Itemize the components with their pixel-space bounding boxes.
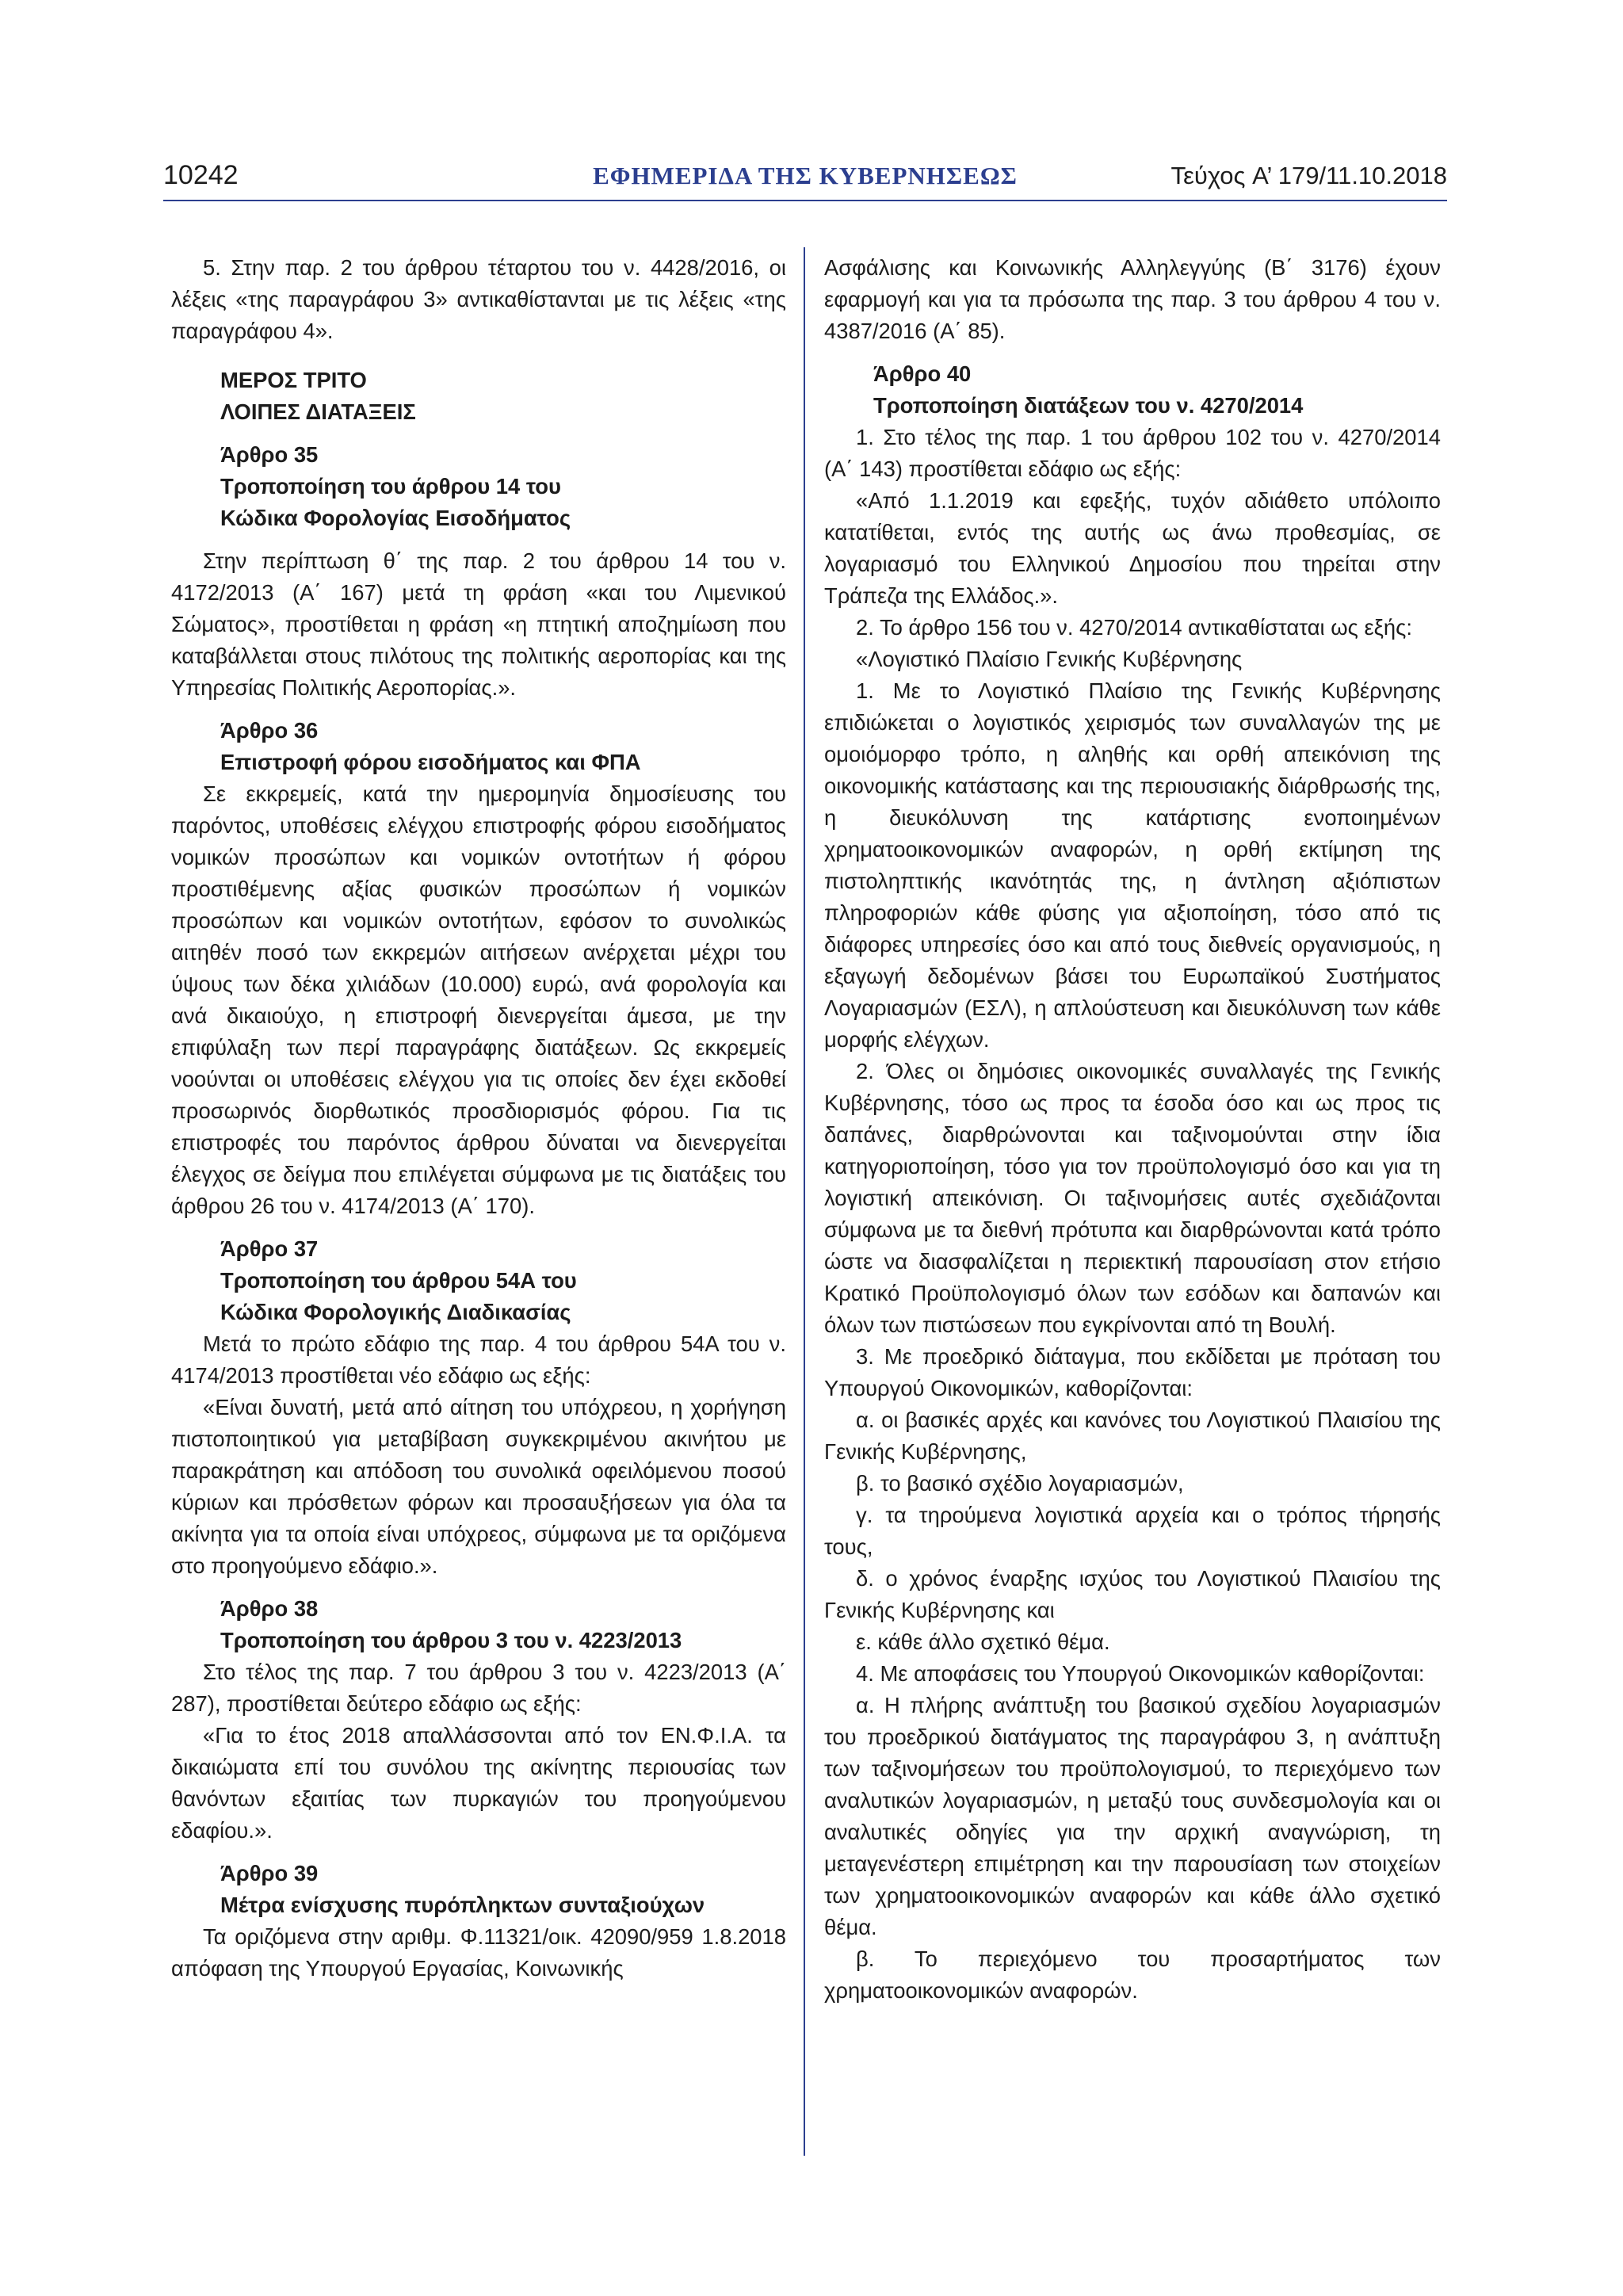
paragraph: 2. Όλες οι δημόσιες οικονομικές συναλλαγές της Γενικής Κυβέρνησης, τόσο ως προς τα έσοδα όσο και ως προς τις δαπάνες, διαρθρώνονται και ταξινομούνται στην ίδια κατηγοριοποίηση, τόσο για τον προϋπολογισμό όσο και για τη λογιστική απεικόνιση. Οι ταξινομήσεις αυτές σχεδιάζονται σύμφωνα με τα διεθνή πρότυπα και διαρθρώνονται κατά τρόπο ώστε να διασφαλίζεται η περιεκτική παρουσίαση στον ετήσιο Κρατικό Προϋπολογισμό όλων των εσόδων και δαπανών και όλων των πιστώσεων που εγκρίνονται από τη Βουλή. bbox=[824, 1059, 1441, 1337]
paragraph: α. οι βασικές αρχές και κανόνες του Λογιστικού Πλαισίου της Γενικής Κυβέρνησης, bbox=[824, 1408, 1441, 1464]
article-number: Άρθρο 35 bbox=[220, 442, 319, 467]
article-title: Κώδικα Φορολογίας Εισοδήματος bbox=[220, 506, 571, 530]
paragraph: «Είναι δυνατή, μετά από αίτηση του υπόχρεου, η χορήγηση πιστοποιητικού για μεταβίβαση συγκεκριμένου ακινήτου με παρακράτηση και απόδοση του συνολικά οφειλόμενου ποσού κύριων και πρόσθετων φόρων και προσαυξήσεων για όλα τα ακίνητα για τα οποία είναι υπόχρεος, σύμφωνα με τα οριζόμενα στο προηγούμενο εδάφιο.». bbox=[171, 1395, 786, 1578]
article-title: Κώδικα Φορολογικής Διαδικασίας bbox=[220, 1300, 571, 1324]
paragraph: Σε εκκρεμείς, κατά την ημερομηνία δημοσίευσης του παρόντος, υποθέσεις ελέγχου επιστροφής φόρου εισοδήματος νομικών προσώπων και νομικών οντοτήτων ή φόρου προστιθέμενης αξίας φυσικών προσώπων ή νομικών προσώπων και νομικών οντοτήτων, εφόσον το συνολικώς αιτηθέν ποσό των εκκρεμών αιτήσεων ανέρχεται μέχρι του ύψους των δέκα χιλιάδων (10.000) ευρώ, ανά φορολογία και ανά δικαιούχο, η επιστροφή διενεργείται άμεσα, με την επιφύλαξη των περί παραγράφης διατάξεων. Ως εκκρεμείς νοούνται οι υποθέσεις ελέγχου για τις οποίες δεν έχει εκδοθεί προσωρινός διορθωτικός προσδιορισμός φόρου. Για τις επιστροφές του παρόντος άρθρου δύναται να διενεργείται έλεγχος σε δείγμα που επιλέγεται σύμφωνα με τις διατάξεις του άρθρου 26 του ν. 4174/2013 (Α΄ 170). bbox=[171, 781, 786, 1218]
paragraph: Στην περίπτωση θ΄ της παρ. 2 του άρθρου 14 του ν. 4172/2013 (Α΄ 167) μετά τη φράση «και του Λιμενικού Σώματος», προστίθεται η φράση «η πτητική αποζημίωση που καταβάλλεται στους πιλότους της πολιτικής αεροπορίας και της Υπηρεσίας Πολιτικής Αεροπορίας.». bbox=[171, 548, 786, 700]
paragraph: α. Η πλήρης ανάπτυξη του βασικού σχεδίου λογαριασμών του προεδρικού διατάγματος της παραγράφου 3, η ανάπτυξη των ταξινομήσεων του προϋπολογισμού, το περιεχόμενο των αναλυτικών λογαριασμών, η μεταξύ τους συνδεσμολογία και οι αναλυτικές οδηγίες για την αρχική αναγνώριση, τη μεταγενέστερη επιμέτρηση και την παρουσίαση των στοιχείων των χρηματοοικονομικών αναφορών και κάθε άλλο σχετικό θέμα. bbox=[824, 1693, 1441, 1939]
paragraph: δ. ο χρόνος έναρξης ισχύος του Λογιστικού Πλαισίου της Γενικής Κυβέρνησης και bbox=[824, 1566, 1441, 1622]
paragraph: Τα οριζόμενα στην αριθμ. Φ.11321/οικ. 42090/959 1.8.2018 απόφαση της Υπουργού Εργασίας, Κοινωνικής bbox=[171, 1924, 786, 1981]
article-title: Τροποποίηση διατάξεων του ν. 4270/2014 bbox=[873, 393, 1304, 418]
column-divider bbox=[804, 247, 805, 2156]
article-number: Άρθρο 39 bbox=[220, 1861, 319, 1885]
paragraph: ε. κάθε άλλο σχετικό θέμα. bbox=[856, 1629, 1110, 1654]
part-subtitle: ΛΟΙΠΕΣ ΔΙΑΤΑΞΕΙΣ bbox=[220, 399, 416, 424]
article-title: Τροποποίηση του άρθρου 3 του ν. 4223/2013 bbox=[220, 1628, 682, 1652]
paragraph: 4. Με αποφάσεις του Υπουργού Οικονομικών καθορίζονται: bbox=[856, 1661, 1425, 1686]
paragraph: 5. Στην παρ. 2 του άρθρου τέταρτου του ν. 4428/2016, οι λέξεις «της παραγράφου 3» αντικαθίστανται με τις λέξεις «της παραγράφου 4». bbox=[171, 255, 786, 343]
paragraph: «Για το έτος 2018 απαλλάσσονται από τον ΕΝ.Φ.Ι.Α. τα δικαιώματα επί του συνόλου της ακίνητης περιουσίας των θανόντων εξαιτίας των πυρκαγιών του προηγούμενου εδαφίου.». bbox=[171, 1723, 786, 1843]
paragraph: 1. Στο τέλος της παρ. 1 του άρθρου 102 του ν. 4270/2014 (Α΄ 143) προστίθεται εδάφιο ως εξής: bbox=[824, 425, 1441, 481]
article-title: Επιστροφή φόρου εισοδήματος και ΦΠΑ bbox=[220, 750, 641, 774]
journal-title: ΕΦΗΜΕΡΙΔΑ ΤΗΣ ΚΥΒΕΡΝΗΣΕΩΣ bbox=[593, 162, 1018, 189]
paragraph: Ασφάλισης και Κοινωνικής Αλληλεγγύης (Β΄ 3176) έχουν εφαρμογή και για τα πρόσωπα της παρ. 3 του άρθρου 4 του ν. 4387/2016 (Α΄ 85). bbox=[824, 255, 1441, 343]
paragraph: 1. Με το Λογιστικό Πλαίσιο της Γενικής Κυβέρνησης επιδιώκεται ο λογιστικός χειρισμός των συναλλαγών της με ομοιόμορφο τρόπο, η αληθής και ορθή απεικόνιση της οικονομικής κατάστασης και της περιουσιακής διάρθρωσής της, η διευκόλυνση της κατάρτισης ενοποιημένων χρηματοοικονομικών αναφορών, η ορθή εκτίμηση της πιστοληπτικής ικανότητάς της, η άντληση αξιόπιστων πληροφοριών κάθε φύσης για αξιοποίηση, τόσο από τις διάφορες υπηρεσίες όσο και από τους διεθνείς οργανισμούς, η εξαγωγή δεδομένων βάσει του Ευρωπαϊκού Συστήματος Λογαριασμών (ΕΣΛ), η απλούστευση και διευκόλυνση των κάθε μορφής ελέγχων. bbox=[824, 678, 1441, 1052]
paragraph: β. Το περιεχόμενο του προσαρτήματος των χρηματοοικονομικών αναφορών. bbox=[824, 1946, 1441, 2003]
paragraph: 2. Το άρθρο 156 του ν. 4270/2014 αντικαθίσταται ως εξής: bbox=[856, 615, 1412, 640]
paragraph: «Από 1.1.2019 και εφεξής, τυχόν αδιάθετο υπόλοιπο κατατίθεται, εντός της αυτής ως άνω προθεσμίας, σε λογαριασμό του Ελληνικού Δημοσίου που τηρείται στην Τράπεζα της Ελλάδος.». bbox=[824, 488, 1441, 608]
article-title: Τροποποίηση του άρθρου 54Α του bbox=[220, 1268, 577, 1293]
right-column bbox=[824, 252, 1441, 2007]
paragraph: Μετά το πρώτο εδάφιο της παρ. 4 του άρθρου 54Α του ν. 4174/2013 προστίθεται νέο εδάφιο ως εξής: bbox=[171, 1331, 786, 1388]
paragraph: Στο τέλος της παρ. 7 του άρθρου 3 του ν. 4223/2013 (Α΄ 287), προστίθεται δεύτερο εδάφιο ως εξής: bbox=[171, 1660, 786, 1716]
article-number: Άρθρο 40 bbox=[873, 361, 972, 386]
article-number: Άρθρο 36 bbox=[220, 718, 319, 743]
paragraph: «Λογιστικό Πλαίσιο Γενικής Κυβέρνησης bbox=[856, 647, 1243, 671]
page-header bbox=[163, 159, 1447, 201]
left-column bbox=[171, 252, 786, 1985]
article-title: Μέτρα ενίσχυσης πυρόπληκτων συνταξιούχων bbox=[220, 1893, 705, 1917]
issue-reference: Τεύχος A’ 179/11.10.2018 bbox=[1170, 162, 1447, 189]
article-title: Τροποποίηση του άρθρου 14 του bbox=[220, 474, 561, 499]
part-title: ΜΕΡΟΣ ΤΡΙΤΟ bbox=[220, 368, 367, 392]
paragraph: 3. Με προεδρικό διάταγμα, που εκδίδεται με πρόταση του Υπουργού Οικονομικών, καθορίζονται: bbox=[824, 1344, 1441, 1400]
paragraph: γ. τα τηρούμενα λογιστικά αρχεία και ο τρόπος τήρησής τους, bbox=[824, 1503, 1441, 1559]
article-number: Άρθρο 37 bbox=[220, 1236, 319, 1261]
paragraph: β. το βασικό σχέδιο λογαριασμών, bbox=[856, 1471, 1184, 1496]
article-number: Άρθρο 38 bbox=[220, 1596, 319, 1621]
page-number: 10242 bbox=[163, 160, 239, 190]
